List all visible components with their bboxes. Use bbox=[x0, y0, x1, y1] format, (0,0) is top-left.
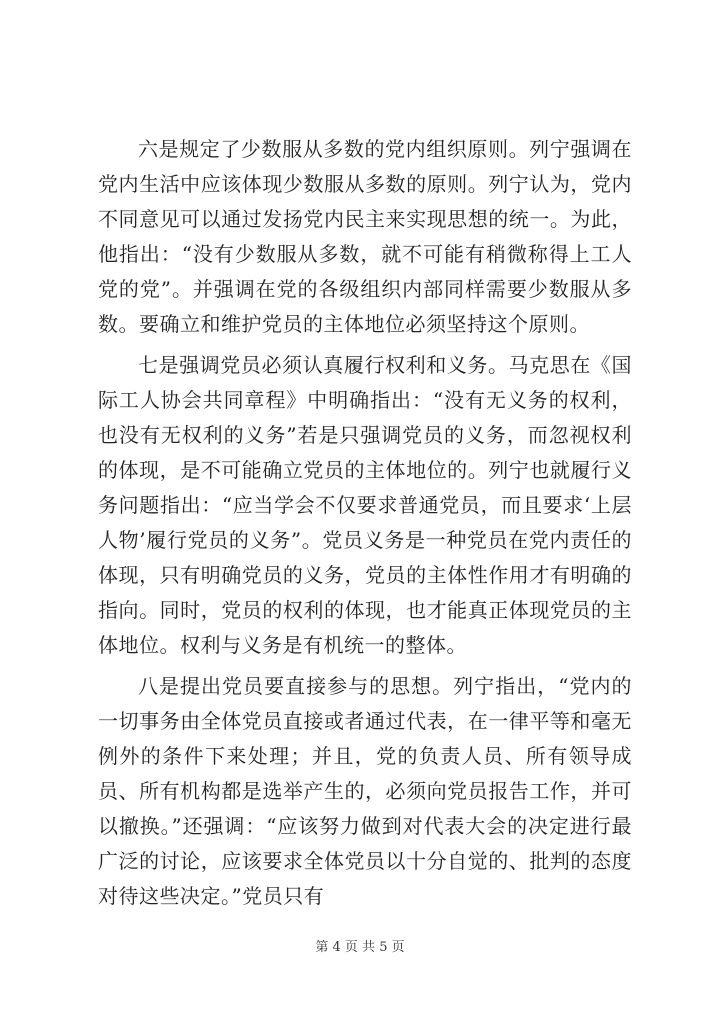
paragraph-eight: 八是提出党员要直接参与的思想。列宁指出，“党内的一切事务由全体党员直接或者通过代表，在一律平等和毫无例外的条件下来处理；并且，党的负责人员、所有领导成员、所有机构都是选举产生的，必须向党员报告工作，并可以撤换。”还强调：“应该努力做到对代表大会的决定进行最广泛的讨论，应该要求全体党员以十分自觉的、批判的态度对待这些决定。”党员只有 bbox=[98, 674, 632, 908]
document-body bbox=[98, 132, 632, 920]
page-number-footer: 第 4 页 共 5 页 bbox=[315, 940, 405, 955]
paragraph-seven: 七是强调党员必须认真履行权利和义务。马克思在《国际工人协会共同章程》中明确指出：“没有无义务的权利，也没有无权利的义务”若是只强调党员的义务，而忽视权利的体现，是不可能确立党员的主体地位的。列宁也就履行义务问题指出：“应当学会不仅要求普通党员，而且要求‘上层人物’履行党员的义务”。党员义务是一种党员在党内责任的体现，只有明确党员的义务，党员的主体性作用才有明确的指向。同时，党员的权利的体现，也才能真正体现党员的主体地位。权利与义务是有机统一的整体。 bbox=[98, 353, 632, 657]
paragraph-six: 六是规定了少数服从多数的党内组织原则。列宁强调在党内生活中应该体现少数服从多数的原则。列宁认为，党内不同意见可以通过发扬党内民主来实现思想的统一。为此，他指出：“没有少数服从多数，就不可能有稍微称得上工人党的党”。并强调在党的各级组织内部同样需要少数服从多数。要确立和维护党员的主体地位必须坚持这个原则。 bbox=[98, 137, 632, 336]
